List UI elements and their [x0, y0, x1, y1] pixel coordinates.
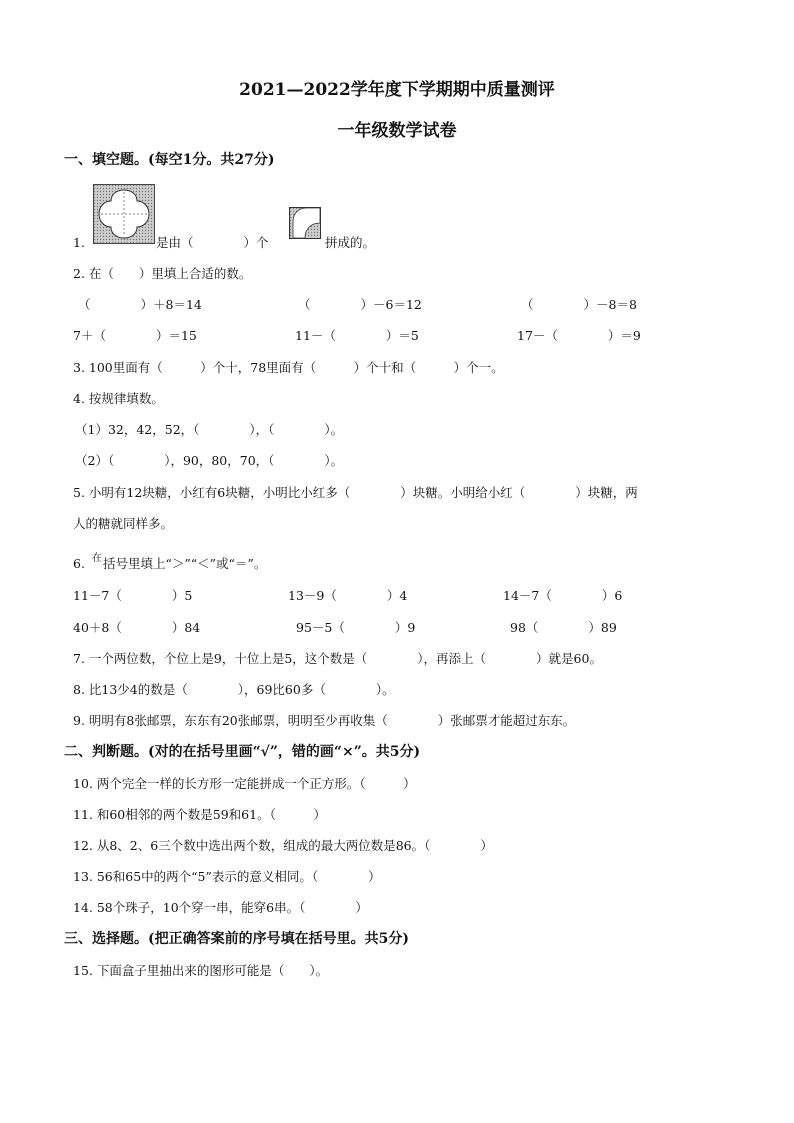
q8-text: 8. 比13少4的数是（ ），69比60多（ ）。: [73, 682, 395, 697]
q6-row2-item3: 98（ ）89: [510, 620, 617, 635]
q2-row1-item2: （ ）－6＝12: [298, 297, 422, 312]
q4-line2: （2）（ ），90，80，70，（ ）。: [75, 453, 344, 468]
q6-row1-item1: 11－7（ ）5: [73, 588, 193, 603]
four-leaf-shape-figure: [93, 184, 155, 244]
q10-text: 10. 两个完全一样的长方形一定能拼成一个正方形。（ ）: [73, 776, 416, 791]
q1-text-a: 是由（ ）个: [156, 235, 269, 250]
q4-prompt: 4. 按规律填数。: [73, 391, 164, 406]
q3-text: 3. 100里面有（ ）个十，78里面有（ ）个十和（ ）个一。: [73, 360, 504, 375]
page-subtitle: 一年级数学试卷: [337, 121, 457, 141]
q6-prompt: 括号里填上“＞”“＜”或“＝”。: [103, 556, 267, 571]
q2-row2-item2: 11－（ ）＝5: [295, 328, 419, 343]
q15-text: 15. 下面盒子里抽出来的图形可能是（ ）。: [73, 963, 329, 978]
q6-small-glyph: 在: [92, 553, 102, 564]
q12-text: 12. 从8、2、6三个数中选出两个数，组成的最大两位数是86。（ ）: [73, 838, 493, 853]
q2-row2-item3: 17－（ ）＝9: [517, 328, 641, 343]
q2-row1-item1: （ ）＋8＝14: [78, 297, 202, 312]
quarter-piece-figure: [289, 207, 321, 239]
q9-text: 9. 明明有8张邮票，东东有20张邮票，明明至少再收集（ ）张邮票才能超过东东。: [73, 713, 576, 728]
q5-line2: 人的糖就同样多。: [73, 516, 174, 531]
q13-text: 13. 56和65中的两个“5”表示的意义相同。（ ）: [73, 869, 381, 884]
q6-number: 6.: [73, 556, 85, 571]
section-heading-judge: 二、判断题。(对的在括号里画“√”，错的画“×”。共5分): [64, 744, 421, 760]
q6-row1-item3: 14－7（ ）6: [503, 588, 623, 603]
q1-number: 1.: [73, 235, 85, 250]
q7-text: 7. 一个两位数，个位上是9，十位上是5，这个数是（ ），再添上（ ）就是60。: [73, 651, 602, 666]
q2-row2-item1: 7＋（ ）＝15: [73, 328, 197, 343]
section-heading-choice: 三、选择题。(把正确答案前的序号填在括号里。共5分): [64, 931, 409, 947]
q6-row1-item2: 13－9（ ）4: [288, 588, 408, 603]
q11-text: 11. 和60相邻的两个数是59和61。（ ）: [73, 807, 326, 822]
q6-row2-item2: 95－5（ ）9: [296, 620, 416, 635]
q5-line1: 5. 小明有12块糖，小红有6块糖，小明比小红多（ ）块糖。小明给小红（ ）块糖，两: [73, 485, 638, 500]
q4-line1: （1）32，42，52，（ ），（ ）。: [75, 422, 344, 437]
q2-prompt: 2. 在（ ）里填上合适的数。: [73, 266, 252, 281]
q1-text-b: 拼成的。: [325, 235, 376, 250]
q14-text: 14. 58个珠子，10个穿一串，能穿6串。（ ）: [73, 900, 368, 915]
q6-row2-item1: 40＋8（ ）84: [73, 620, 201, 635]
q2-row1-item3: （ ）－8＝8: [521, 297, 637, 312]
page-title: 2021—2022学年度下学期期中质量测评: [239, 80, 555, 100]
section-heading-fill-in: 一、填空题。(每空1分。共27分): [64, 152, 275, 168]
